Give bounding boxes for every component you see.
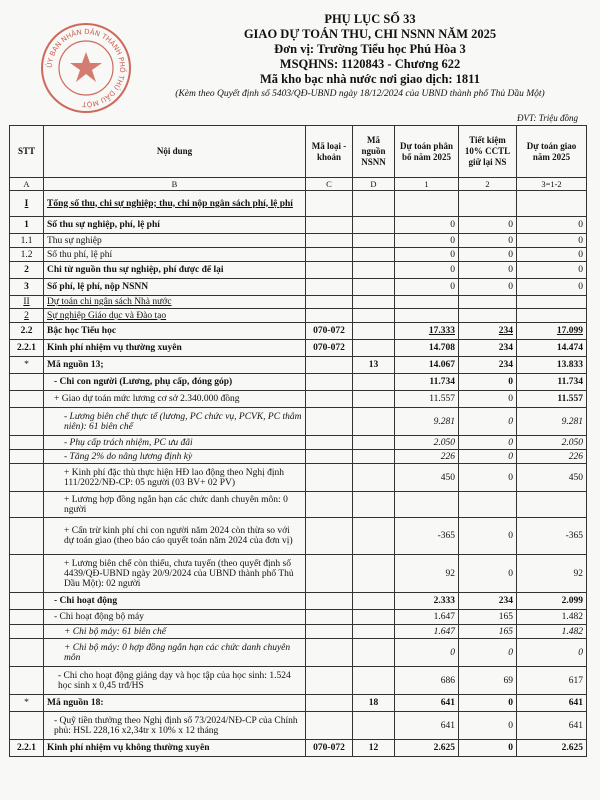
row-giao — [517, 191, 587, 217]
row-tiet-kiem: 0 — [459, 712, 517, 740]
row-ma-nguon — [353, 610, 395, 625]
row-stt: 1.1 — [10, 234, 44, 248]
row-stt: 2.2 — [10, 323, 44, 340]
row-giao: 0 — [517, 639, 587, 667]
row-du-toan: 0 — [395, 639, 459, 667]
row-ma-nguon — [353, 217, 395, 234]
row-stt — [10, 712, 44, 740]
unit-name: Đơn vị: Trường Tiểu học Phú Hòa 3 — [274, 42, 466, 56]
table-row — [10, 667, 587, 695]
row-content: + Lương hợp đồng ngắn hạn các chức danh chuyên môn: 0 người — [44, 492, 306, 518]
row-giao: 9.281 — [517, 408, 587, 436]
row-content: Dự toán chi ngân sách Nhà nước — [44, 296, 306, 309]
row-tiet-kiem: 0 — [459, 248, 517, 262]
col-giao: Dự toán giao năm 2025 — [517, 126, 587, 178]
column-code: 1 — [395, 178, 459, 191]
row-ma-loai — [306, 639, 353, 667]
column-code: 3=1-2 — [517, 178, 587, 191]
row-stt: 2 — [10, 309, 44, 323]
row-giao: 2.050 — [517, 436, 587, 450]
column-code: B — [44, 178, 306, 191]
budget-table — [9, 125, 587, 757]
row-ma-loai: 070-072 — [306, 340, 353, 357]
row-tiet-kiem — [459, 191, 517, 217]
col-stt: STT — [10, 126, 44, 178]
row-du-toan — [395, 296, 459, 309]
row-tiet-kiem: 0 — [459, 740, 517, 757]
row-giao: 226 — [517, 450, 587, 464]
row-giao: 450 — [517, 464, 587, 492]
row-stt: * — [10, 695, 44, 712]
row-giao: 2.625 — [517, 740, 587, 757]
row-du-toan: 0 — [395, 248, 459, 262]
table-row — [10, 217, 587, 234]
row-content: Tổng số thu, chi sự nghiệp; thu, chi nộp ngân sách phí, lệ phí — [44, 191, 306, 217]
row-tiet-kiem: 0 — [459, 408, 517, 436]
row-stt — [10, 639, 44, 667]
row-tiet-kiem: 165 — [459, 625, 517, 639]
row-du-toan: 1.647 — [395, 625, 459, 639]
table-row — [10, 296, 587, 309]
table-row — [10, 323, 587, 340]
row-ma-loai — [306, 408, 353, 436]
row-stt — [10, 625, 44, 639]
row-content: - Chi con người (Lương, phụ cấp, đóng góp) — [44, 374, 306, 391]
row-ma-loai — [306, 191, 353, 217]
table-row — [10, 625, 587, 639]
row-du-toan: 11.734 — [395, 374, 459, 391]
row-ma-nguon — [353, 639, 395, 667]
row-ma-loai — [306, 450, 353, 464]
row-du-toan: 641 — [395, 712, 459, 740]
row-stt — [10, 374, 44, 391]
row-content: + Lương biên chế còn thiếu, chưa tuyển (theo quyết định số 4439/QĐ-UBND ngày 20/9/2024 của UBND thành phố Thủ Dầu Một): 02 người — [44, 555, 306, 593]
row-du-toan: 2.333 — [395, 593, 459, 610]
row-tiet-kiem: 0 — [459, 518, 517, 555]
row-ma-loai — [306, 667, 353, 695]
row-stt — [10, 464, 44, 492]
row-content: Chi từ nguồn thu sự nghiệp, phí được để lại — [44, 262, 306, 279]
row-tiet-kiem: 0 — [459, 436, 517, 450]
row-du-toan: 0 — [395, 217, 459, 234]
row-du-toan: 2.050 — [395, 436, 459, 450]
column-code: A — [10, 178, 44, 191]
row-ma-nguon — [353, 555, 395, 593]
row-stt: 1.2 — [10, 248, 44, 262]
row-ma-nguon — [353, 340, 395, 357]
row-du-toan — [395, 309, 459, 323]
row-tiet-kiem: 0 — [459, 262, 517, 279]
row-ma-nguon — [353, 279, 395, 296]
row-tiet-kiem: 234 — [459, 323, 517, 340]
row-ma-nguon — [353, 492, 395, 518]
row-tiet-kiem: 0 — [459, 374, 517, 391]
table-row — [10, 340, 587, 357]
row-content: - Chi cho hoạt động giảng dạy và học tập của học sinh: 1.524 học sinh x 0,45 trđ/HS — [44, 667, 306, 695]
row-ma-nguon — [353, 391, 395, 408]
row-giao: 617 — [517, 667, 587, 695]
row-ma-loai — [306, 625, 353, 639]
row-ma-loai — [306, 695, 353, 712]
row-du-toan: -365 — [395, 518, 459, 555]
row-giao: 0 — [517, 217, 587, 234]
table-row — [10, 492, 587, 518]
row-ma-loai: 070-072 — [306, 323, 353, 340]
row-du-toan: 14.067 — [395, 357, 459, 374]
row-ma-loai — [306, 464, 353, 492]
row-giao: 0 — [517, 248, 587, 262]
column-code: 2 — [459, 178, 517, 191]
document-title: GIAO DỰ TOÁN THU, CHI NSNN NĂM 2025 — [243, 27, 497, 41]
column-code: C — [306, 178, 353, 191]
row-du-toan: 11.557 — [395, 391, 459, 408]
row-stt — [10, 593, 44, 610]
row-ma-nguon — [353, 248, 395, 262]
row-giao: 2.099 — [517, 593, 587, 610]
row-stt — [10, 450, 44, 464]
row-content: Số phí, lệ phí, nộp NSNN — [44, 279, 306, 296]
row-ma-loai — [306, 391, 353, 408]
table-row — [10, 309, 587, 323]
row-stt: 2.2.1 — [10, 340, 44, 357]
row-du-toan: 686 — [395, 667, 459, 695]
table-row — [10, 695, 587, 712]
svg-text:ỦY BAN NHÂN DÂN THÀNH PHỐ THỦ: ỦY BAN NHÂN DÂN THÀNH PHỐ THỦ DẦU MỘT — [45, 27, 127, 109]
row-tiet-kiem — [459, 492, 517, 518]
row-tiet-kiem: 165 — [459, 610, 517, 625]
row-tiet-kiem: 0 — [459, 234, 517, 248]
row-ma-nguon — [353, 450, 395, 464]
row-ma-nguon — [353, 262, 395, 279]
table-row — [10, 555, 587, 593]
column-code-row — [10, 178, 587, 191]
budget-code: MSQHNS: 1120843 - Chương 622 — [279, 57, 461, 71]
row-giao — [517, 296, 587, 309]
table-row — [10, 712, 587, 740]
official-seal — [40, 22, 132, 114]
row-du-toan: 0 — [395, 279, 459, 296]
table-row — [10, 262, 587, 279]
row-ma-loai — [306, 309, 353, 323]
row-content: + Cấn trừ kinh phí chi con người năm 2024 còn thừa so với dự toán giao (theo báo cáo quyết toán năm 2024 của đơn vị) — [44, 518, 306, 555]
row-stt — [10, 518, 44, 555]
row-giao: 11.557 — [517, 391, 587, 408]
row-ma-loai — [306, 712, 353, 740]
row-giao: 17.099 — [517, 323, 587, 340]
column-code: D — [353, 178, 395, 191]
row-stt: 1 — [10, 217, 44, 234]
table-row — [10, 593, 587, 610]
row-content: Thu sự nghiệp — [44, 234, 306, 248]
row-giao — [517, 492, 587, 518]
row-tiet-kiem: 234 — [459, 593, 517, 610]
row-tiet-kiem — [459, 309, 517, 323]
row-du-toan: 0 — [395, 262, 459, 279]
row-ma-nguon — [353, 593, 395, 610]
row-du-toan: 226 — [395, 450, 459, 464]
col-du-toan: Dự toán phân bổ năm 2025 — [395, 126, 459, 178]
table-row — [10, 610, 587, 625]
row-ma-loai — [306, 262, 353, 279]
row-content: Bậc học Tiểu học — [44, 323, 306, 340]
row-ma-nguon — [353, 436, 395, 450]
decision-reference: (Kèm theo Quyết định số 5403/QĐ-UBND ngày 18/12/2024 của UBND thành phố Thủ Dầu Một) — [175, 89, 545, 99]
col-content: Nội dung — [44, 126, 306, 178]
row-ma-nguon — [353, 374, 395, 391]
row-ma-nguon — [353, 464, 395, 492]
row-du-toan: 2.625 — [395, 740, 459, 757]
row-tiet-kiem — [459, 296, 517, 309]
row-ma-nguon — [353, 296, 395, 309]
row-tiet-kiem: 0 — [459, 464, 517, 492]
table-row — [10, 740, 587, 757]
row-content: - Phụ cấp trách nhiệm, PC ưu đãi — [44, 436, 306, 450]
row-stt: II — [10, 296, 44, 309]
row-stt — [10, 555, 44, 593]
row-ma-loai — [306, 279, 353, 296]
row-tiet-kiem: 0 — [459, 450, 517, 464]
table-row — [10, 357, 587, 374]
row-ma-nguon — [353, 323, 395, 340]
row-ma-nguon — [353, 518, 395, 555]
table-row — [10, 436, 587, 450]
row-giao: 13.833 — [517, 357, 587, 374]
row-tiet-kiem: 0 — [459, 695, 517, 712]
row-du-toan — [395, 191, 459, 217]
treasury-code: Mã kho bạc nhà nước nơi giao dịch: 1811 — [260, 72, 480, 86]
row-content: Số thu sự nghiệp, phí, lệ phí — [44, 217, 306, 234]
table-row — [10, 374, 587, 391]
table-row — [10, 408, 587, 436]
row-stt — [10, 667, 44, 695]
row-giao: 0 — [517, 234, 587, 248]
row-ma-nguon: 13 — [353, 357, 395, 374]
row-du-toan: 641 — [395, 695, 459, 712]
row-ma-loai — [306, 248, 353, 262]
row-content: - Lương biên chế thực tế (lương, PC chức vụ, PCVK, PC thâm niên): 61 biên chế — [44, 408, 306, 436]
row-giao — [517, 309, 587, 323]
row-content: Số thu phí, lệ phí — [44, 248, 306, 262]
row-ma-loai — [306, 374, 353, 391]
row-giao: 11.734 — [517, 374, 587, 391]
row-du-toan: 92 — [395, 555, 459, 593]
row-tiet-kiem: 234 — [459, 357, 517, 374]
row-tiet-kiem: 69 — [459, 667, 517, 695]
row-ma-nguon — [353, 234, 395, 248]
row-ma-nguon — [353, 408, 395, 436]
row-ma-nguon — [353, 712, 395, 740]
row-ma-nguon: 18 — [353, 695, 395, 712]
table-row — [10, 191, 587, 217]
row-du-toan: 1.647 — [395, 610, 459, 625]
row-tiet-kiem: 0 — [459, 279, 517, 296]
row-tiet-kiem: 0 — [459, 217, 517, 234]
row-giao: 641 — [517, 695, 587, 712]
row-du-toan: 9.281 — [395, 408, 459, 436]
row-ma-loai — [306, 217, 353, 234]
table-row — [10, 279, 587, 296]
row-giao: 641 — [517, 712, 587, 740]
row-content: Kinh phí nhiệm vụ thường xuyên — [44, 340, 306, 357]
row-tiet-kiem: 0 — [459, 555, 517, 593]
row-du-toan: 17.333 — [395, 323, 459, 340]
row-ma-loai — [306, 610, 353, 625]
row-stt — [10, 391, 44, 408]
row-stt: 2.2.1 — [10, 740, 44, 757]
row-du-toan: 450 — [395, 464, 459, 492]
row-content: + Chi bộ máy: 61 biên chế — [44, 625, 306, 639]
row-tiet-kiem: 0 — [459, 391, 517, 408]
row-giao: 1.482 — [517, 625, 587, 639]
row-du-toan: 14.708 — [395, 340, 459, 357]
row-tiet-kiem: 0 — [459, 639, 517, 667]
row-content: + Giao dự toán mức lương cơ sở 2.340.000 đồng — [44, 391, 306, 408]
row-giao: 14.474 — [517, 340, 587, 357]
row-stt: 3 — [10, 279, 44, 296]
row-ma-loai — [306, 492, 353, 518]
row-ma-loai — [306, 357, 353, 374]
row-content: - Tăng 2% do nâng lương định kỳ — [44, 450, 306, 464]
row-content: Mã nguồn 18: — [44, 695, 306, 712]
row-content: + Chi bộ máy: 0 hợp đồng ngắn hạn các chức danh chuyên môn — [44, 639, 306, 667]
table-row — [10, 464, 587, 492]
row-ma-nguon — [353, 309, 395, 323]
row-ma-loai — [306, 593, 353, 610]
row-tiet-kiem: 234 — [459, 340, 517, 357]
row-ma-loai — [306, 234, 353, 248]
row-content: Mã nguồn 13; — [44, 357, 306, 374]
row-du-toan — [395, 492, 459, 518]
table-row — [10, 234, 587, 248]
row-giao: 0 — [517, 262, 587, 279]
row-content: - Chi hoạt động — [44, 593, 306, 610]
row-content: Sự nghiệp Giáo dục và Đào tạo — [44, 309, 306, 323]
row-content: - Chi hoạt động bộ máy — [44, 610, 306, 625]
row-stt — [10, 436, 44, 450]
row-stt — [10, 492, 44, 518]
row-content: - Quỹ tiền thưởng theo Nghị định số 73/2024/NĐ-CP của Chính phủ: HSL 228,16 x2,34tr x 10% x 12 tháng — [44, 712, 306, 740]
table-row — [10, 639, 587, 667]
col-ma-loai: Mã loại - khoản — [306, 126, 353, 178]
row-ma-loai: 070-072 — [306, 740, 353, 757]
row-content: Kinh phí nhiệm vụ không thường xuyên — [44, 740, 306, 757]
row-giao: -365 — [517, 518, 587, 555]
row-content: + Kinh phí đặc thù thực hiện HĐ lao động theo Nghị định 111/2022/NĐ-CP: 05 người (03 BV+ 02 PV) — [44, 464, 306, 492]
row-ma-loai — [306, 555, 353, 593]
row-stt — [10, 408, 44, 436]
row-ma-nguon — [353, 625, 395, 639]
row-giao: 92 — [517, 555, 587, 593]
row-ma-nguon: 12 — [353, 740, 395, 757]
row-ma-loai — [306, 296, 353, 309]
table-header-row — [10, 126, 587, 178]
appendix-number: PHỤ LỤC SỐ 33 — [324, 12, 416, 26]
row-ma-loai — [306, 436, 353, 450]
col-tiet-kiem: Tiết kiệm 10% CCTL giữ lại NS — [459, 126, 517, 178]
row-stt: 2 — [10, 262, 44, 279]
table-row — [10, 391, 587, 408]
row-du-toan: 0 — [395, 234, 459, 248]
row-stt: * — [10, 357, 44, 374]
row-ma-nguon — [353, 667, 395, 695]
row-ma-loai — [306, 518, 353, 555]
col-ma-nguon: Mã nguồn NSNN — [353, 126, 395, 178]
row-giao: 1.482 — [517, 610, 587, 625]
row-giao: 0 — [517, 279, 587, 296]
currency-unit: ĐVT: Triệu đồng — [516, 113, 578, 123]
row-stt — [10, 610, 44, 625]
row-ma-nguon — [353, 191, 395, 217]
table-row — [10, 248, 587, 262]
table-row — [10, 518, 587, 555]
table-row — [10, 450, 587, 464]
row-stt: I — [10, 191, 44, 217]
